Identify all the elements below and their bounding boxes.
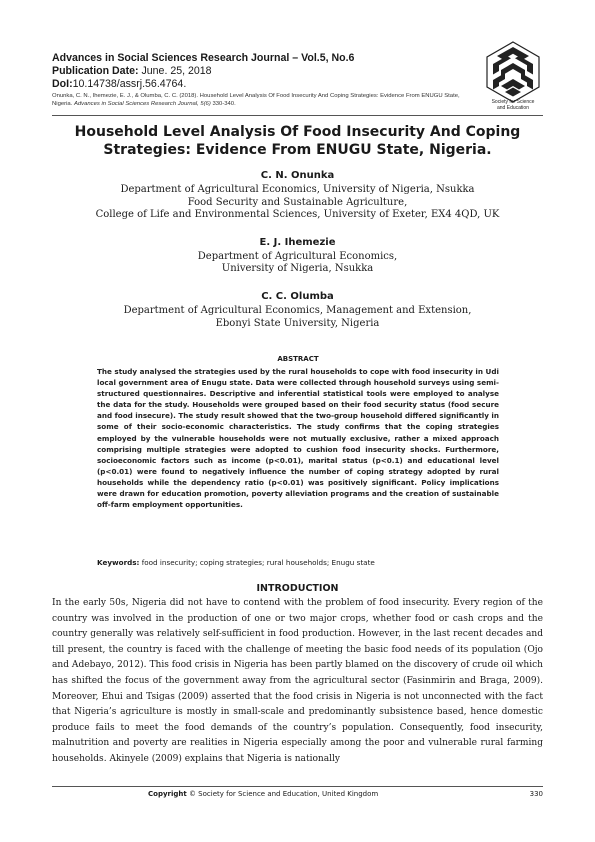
doi bbox=[52, 78, 472, 91]
author-block bbox=[52, 291, 543, 330]
author-block bbox=[52, 237, 543, 276]
journal-header bbox=[52, 52, 472, 108]
citation-journal: Advances in Social Sciences Research Journal, 5(6) bbox=[73, 101, 211, 107]
page-number: 330 bbox=[529, 790, 543, 798]
author-name: C. C. Olumba bbox=[261, 290, 334, 302]
logo-caption bbox=[480, 99, 546, 111]
doi-value[interactable]: 10.14738/assrj.56.4764. bbox=[72, 78, 187, 90]
affiliation-line: University of Nigeria, Nsukka bbox=[221, 263, 374, 275]
copyright-text: © Society for Science and Education, United Kingdom bbox=[186, 790, 379, 798]
affiliation-line: Ebonyi State University, Nigeria bbox=[215, 317, 380, 329]
affiliation-line: Department of Agricultural Economics, bbox=[197, 251, 398, 263]
journal-title: Advances in Social Sciences Research Journal – Vol.5, No.6 bbox=[52, 52, 355, 64]
affiliation-line: Department of Agricultural Economics, Management and Extension, bbox=[123, 305, 472, 317]
authors-section bbox=[52, 170, 543, 345]
keywords bbox=[97, 558, 499, 567]
publication-date-label: Publication Date: bbox=[52, 65, 139, 77]
abstract-text: The study analysed the strategies used by the rural households to cope with food insecurity in Udi local government area of Enugu state. Data were collected through household surveys using semi-structured questionnaires. Descriptive and inferential statistical tools were employed to analyse the data for the study. Households were grouped based on their food security status (food secure and food insecure). The study result showed that the two-group household differed significantly in some of their socio-economic characteristics. The study confirms that the coping strategies employed by the vulnerable households were not mutually exclusive, rather a mixed approach comprising multiple strategies were adopted to cushion food insecurity shocks. Furthermore, socioeconomic factors such as income (p<0.01), marital status (p<0.1) and educational level (p<0.01) were found to negatively influence the number of coping strategy adopted by rural households while the dependency ratio (p<0.01) was positively significant. Policy implications were drawn for education promotion, poverty alleviation programs and the creation of sustainable off-farm employment opportunities. bbox=[97, 367, 499, 510]
abstract-section bbox=[97, 355, 499, 510]
logo-caption-line2: and Education bbox=[497, 105, 529, 111]
paper-title: Household Level Analysis Of Food Insecurity And Coping Strategies: Evidence From ENUGU State, Nigeria. bbox=[74, 124, 521, 158]
affiliation-line: College of Life and Environmental Sciences, University of Exeter, EX4 4QD, UK bbox=[95, 209, 500, 221]
citation-text: Onunka, C. N., Ihemezie, E. J., & Olumba, C. C. (2018). Household Level Analysis Of Food Insecurity And Coping Strategies: Evidence From ENUGU State, Nigeria. bbox=[52, 93, 460, 107]
affiliation-line: Food Security and Sustainable Agriculture, bbox=[187, 196, 408, 208]
doi-label: DoI: bbox=[52, 78, 73, 90]
header-divider bbox=[52, 115, 543, 116]
affiliation-line: Department of Agricultural Economics, University of Nigeria, Nsukka bbox=[120, 184, 475, 196]
publication-date-value: June. 25, 2018 bbox=[138, 65, 212, 77]
author-name: E. J. Ihemezie bbox=[259, 236, 336, 248]
keywords-label: Keywords: bbox=[97, 558, 140, 567]
publication-date bbox=[52, 65, 472, 78]
author-block bbox=[52, 170, 543, 222]
introduction-text: In the early 50s, Nigeria did not have to contend with the problem of food insecurity. Every region of the country was involved in the production of one or two major crops, whether food or cash crops and the country generally was relatively self-sufficient in food production. However, in the last recent decades and till present, the country is faced with the challenge of meeting the basic food needs of its population (Ojo and Adebayo, 2012). This food crisis in Nigeria has been partly blamed on the discovery of crude oil which has shifted the focus of the government away from the agricultural sector (Fasinmirin and Braga, 2009). Moreover, Ehui and Tsigas (2009) asserted that the food crisis in Nigeria is not unconnected with the fact that Nigeria’s agriculture is mostly in small-scale and predominantly subsistence based, hence domestic produce fails to meet the food demands of the country’s population. Consequently, food insecurity, malnutrition and poverty are realities in Nigeria especially among the poor and vulnerable rural farming households. Akinyele (2009) explains that Nigeria is nationally bbox=[52, 598, 543, 764]
citation-pages: 330-340. bbox=[210, 101, 236, 107]
author-name: C. N. Onunka bbox=[260, 170, 335, 181]
citation bbox=[52, 92, 462, 108]
footer-divider bbox=[52, 786, 543, 787]
copyright bbox=[148, 790, 378, 799]
abstract-heading: ABSTRACT bbox=[277, 355, 319, 363]
introduction-heading: INTRODUCTION bbox=[256, 583, 339, 594]
logo-caption-line1: Society for Science bbox=[491, 99, 535, 105]
keywords-text: food insecurity; coping strategies; rural households; Enugu state bbox=[139, 558, 375, 567]
copyright-label: Copyright bbox=[148, 790, 187, 798]
